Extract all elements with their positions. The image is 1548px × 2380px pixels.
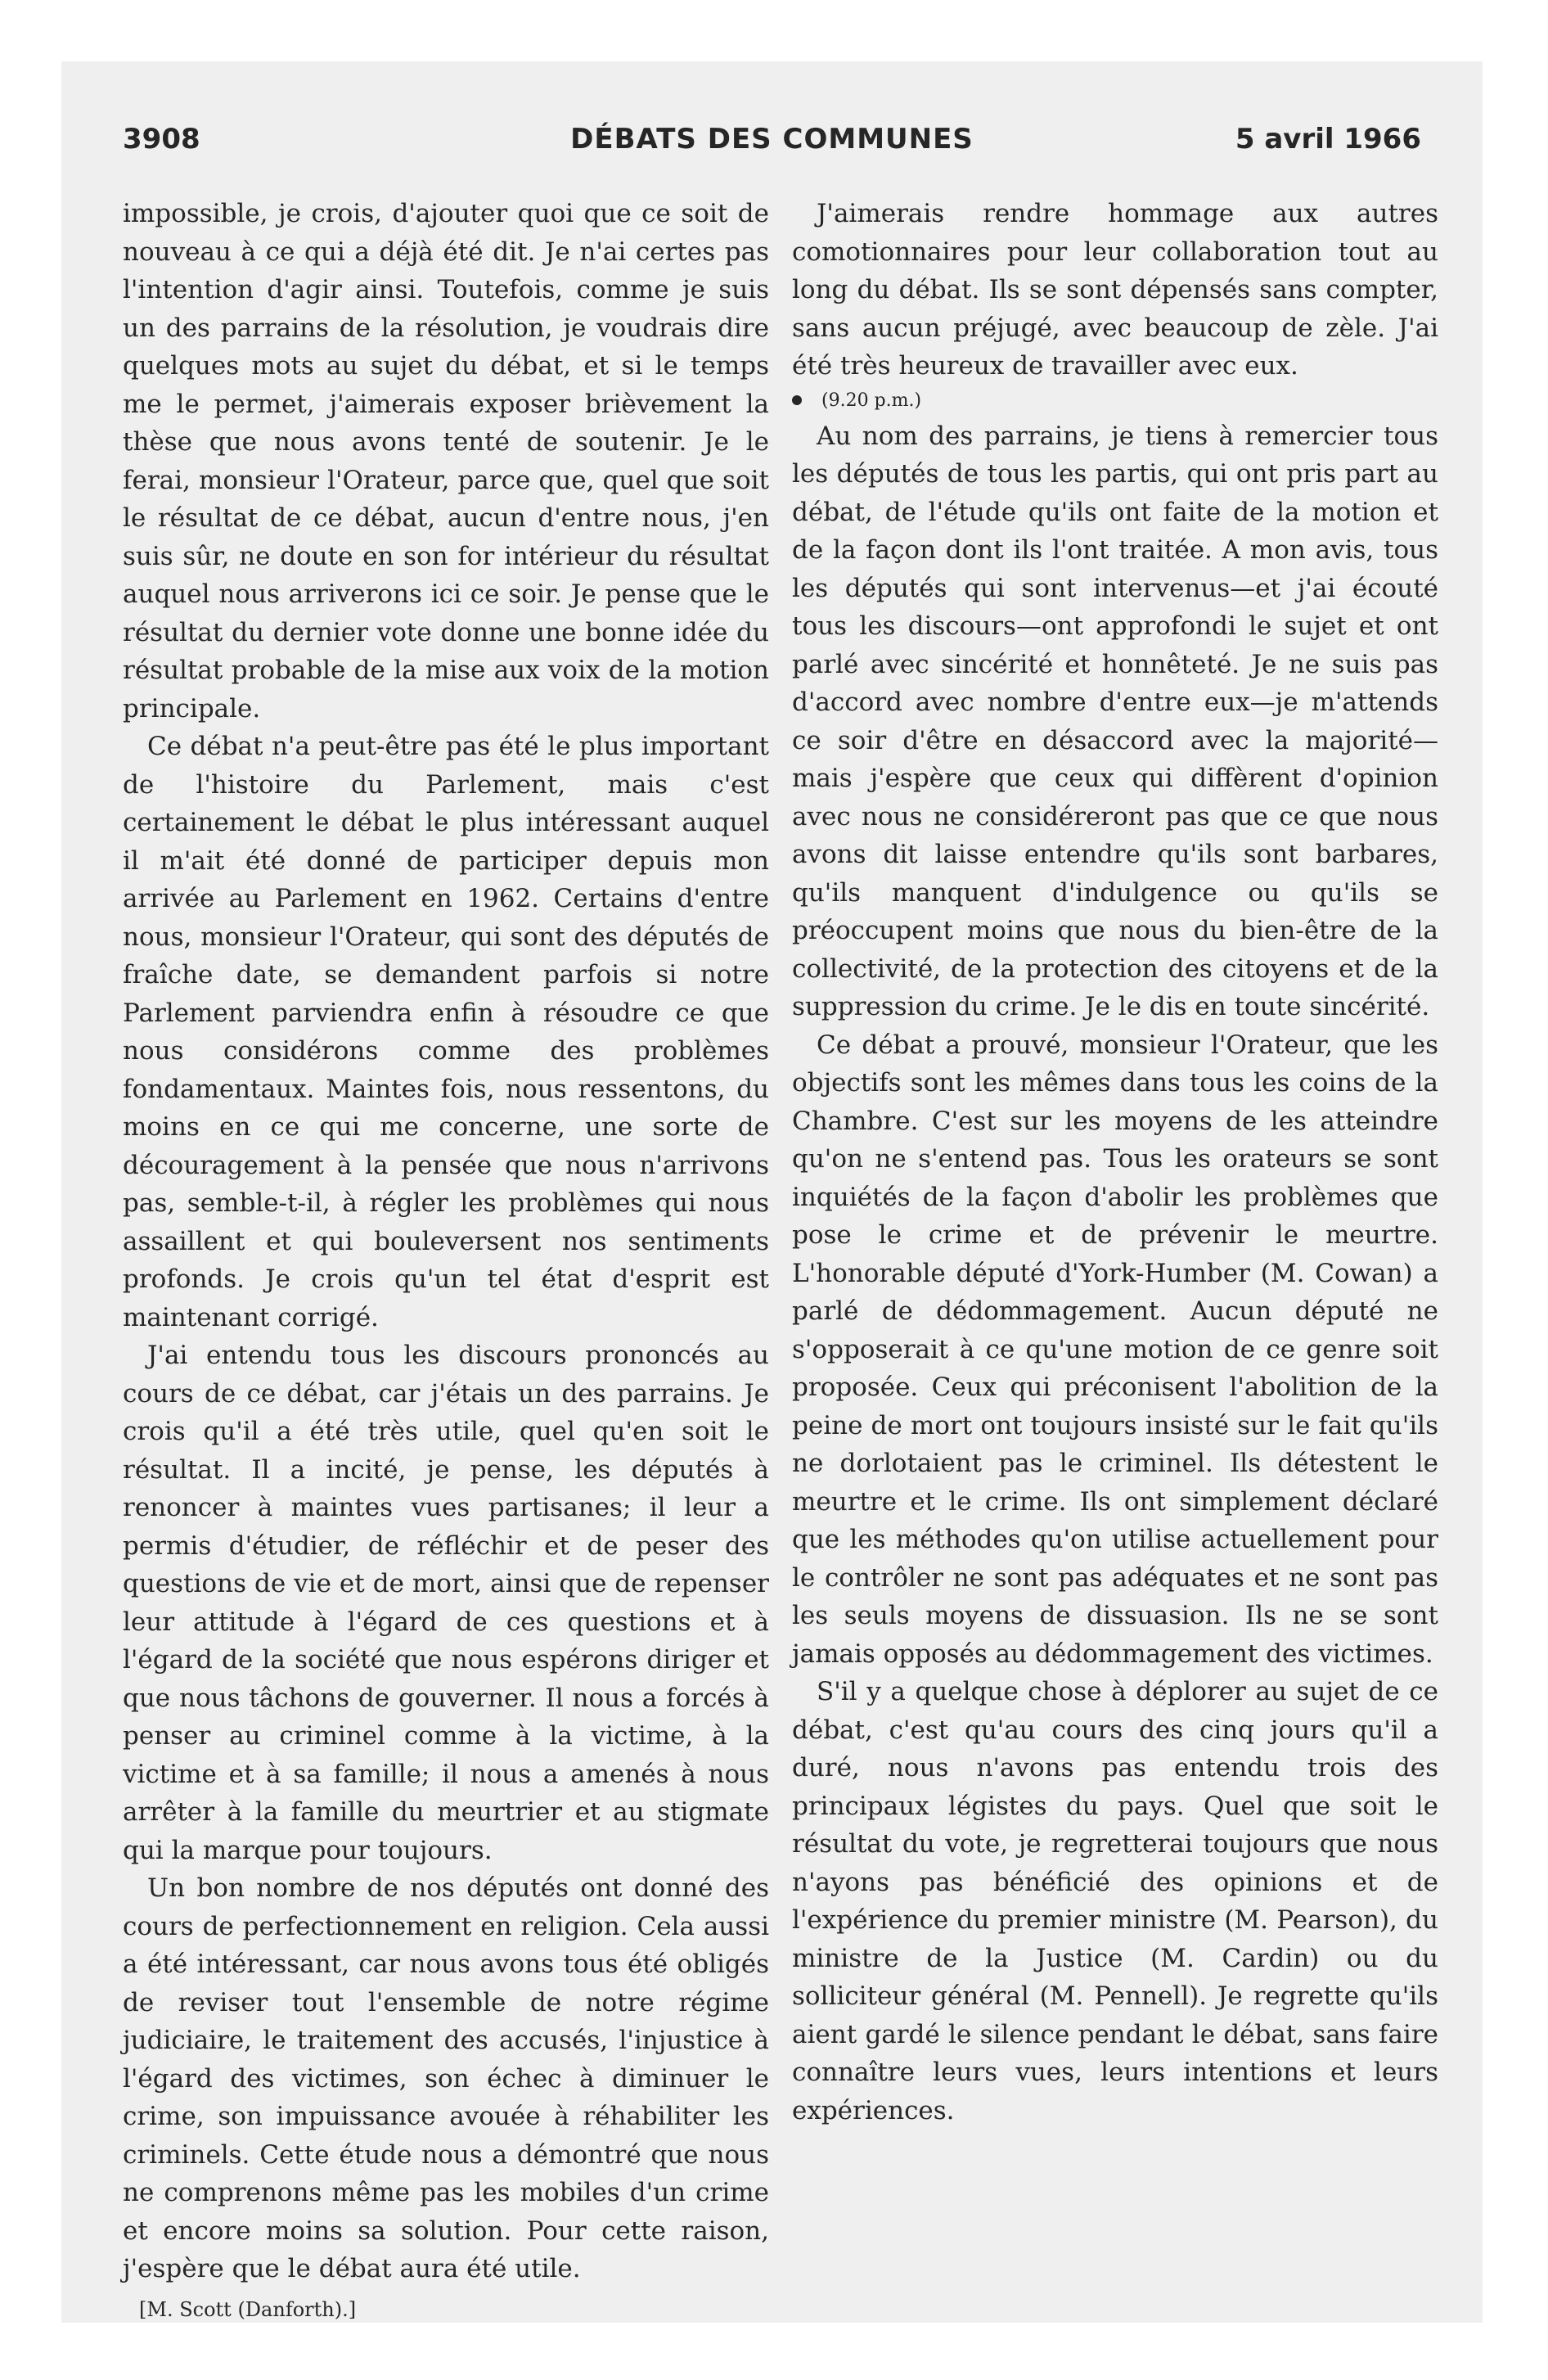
time-marker (792, 387, 1438, 414)
paragraph: Ce débat a prouvé, monsieur l'Orateur, que les objectifs sont les mêmes dans tous les coins de la Chambre. C'est sur les moyens de les atteindre qu'on ne s'entend pas. Tous les orateurs se sont inquiétés de la façon d'abolir les problèmes que pose le crime et de prévenir le meurtre. L'honorable député d'York-Humber (M. Cowan) a parlé de dédommagement. Aucun député ne s'opposerait à ce qu'une motion de ce genre soit proposée. Ceux qui préconisent l'abolition de la peine de mort ont toujours insisté sur le fait qu'ils ne dorlotaient pas le criminel. Ils détestent le meurtre et le crime. Ils ont simplement déclaré que les méthodes qu'on utilise actuellement pour le contrôler ne sont pas adéquates et ne sont pas les seuls moyens de dissuasion. Ils ne se sont jamais opposés au dédommagement des victimes. (792, 1030, 1438, 1669)
publication-title: DÉBATS DES COMMUNES (570, 123, 974, 156)
page-header (123, 123, 1421, 172)
speaker-attribution: [M. Scott (Danforth).] (139, 2297, 357, 2321)
time-marker-text: (9.20 p.m.) (821, 390, 922, 411)
paragraph: Un bon nombre de nos députés ont donné des cours de perfectionnement en religion. Cela aussi a été intéressant, car nous avons tous été obligés de reviser tout l'ensemble de notre régime judiciaire, le traitement des accusés, l'injustice à l'égard des victimes, son échec à diminuer le crime, son impuissance avouée à réhabiliter les criminels. Cette étude nous a démontré que nous ne comprenons même pas les mobiles d'un crime et encore moins sa solution. Pour cette raison, j'espère que le débat aura été utile. (123, 1873, 769, 2283)
right-column (792, 195, 1438, 2130)
paragraph: J'aimerais rendre hommage aux autres comotionnaires pour leur collaboration tout au long du débat. Ils se sont dépensés sans compter, sans aucun préjugé, avec beaucoup de zèle. J'ai été très heureux de travailler avec eux. (792, 199, 1438, 381)
paragraph: S'il y a quelque chose à déplorer au sujet de ce débat, c'est qu'au cours des cinq jours qu'il a duré, nous n'avons pas entendu trois des principaux légistes du pays. Quel que soit le résultat du vote, je regretterai toujours que nous n'ayons pas bénéficié des opinions et de l'expérience du premier ministre (M. Pearson), du ministre de la Justice (M. Cardin) ou du solliciteur général (M. Pennell). Je regrette qu'ils aient gardé le silence pendant le débat, sans faire connaître leurs vues, leurs intentions et leurs expériences. (792, 1677, 1438, 2125)
paragraph: J'ai entendu tous les discours prononcés au cours de ce débat, car j'étais un des parrains. Je crois qu'il a été très utile, quel qu'en soit le résultat. Il a incité, je pense, les députés à renoncer à maintes vues partisanes; il leur a permis d'étudier, de réfléchir et de peser des questions de vie et de mort, ainsi que de repenser leur attitude à l'égard de ces questions et à l'égard de la société que nous espérons diriger et que nous tâchons de gouverner. Il nous a forcés à penser au criminel comme à la victime, à la victime et à sa famille; il nous a amenés à nous arrêter à la famille du meurtrier et au stigmate qui la marque pour toujours. (123, 1341, 769, 1865)
page-number: 3908 (123, 123, 200, 156)
paragraph: impossible, je crois, d'ajouter quoi que ce soit de nouveau à ce qui a déjà été dit. Je n'ai certes pas l'intention d'agir ainsi. Toutefois, comme je suis un des parrains de la résolution, je voudrais dire quelques mots au sujet du débat, et si le temps me le permet, j'aimerais exposer brièvement la thèse que nous avons tenté de soutenir. Je le ferai, monsieur l'Orateur, parce que, quel que soit le résultat de ce débat, aucun d'entre nous, j'en suis sûr, ne doute en son for intérieur du résultat auquel nous arriverons ici ce soir. Je pense que le résultat du dernier vote donne une bonne idée du résultat probable de la mise aux voix de la motion principale. (123, 199, 769, 723)
paragraph: Au nom des parrains, je tiens à remercier tous les députés de tous les partis, qui ont pris part au débat, de l'étude qu'ils ont faite de la motion et de la façon dont ils l'ont traitée. A mon avis, tous les députés qui sont intervenus—et j'ai écouté tous les discours—ont approfondi le sujet et ont parlé avec sincérité et honnêteté. Je ne suis pas d'accord avec nombre d'entre eux—je m'attends ce soir d'être en désaccord avec la majorité—mais j'espère que ceux qui diffèrent d'opinion avec nous ne considéreront pas que ce que nous avons dit laisse entendre qu'ils sont barbares, qu'ils manquent d'indulgence ou qu'ils se préoccupent moins que nous du bien-être de la collectivité, de la protection des citoyens et de la suppression du crime. Je le dis en toute sincérité. (792, 421, 1438, 1021)
bullet-icon (792, 395, 802, 405)
left-column (123, 195, 769, 2324)
publication-date: 5 avril 1966 (1235, 123, 1421, 156)
paragraph: Ce débat n'a peut-être pas été le plus important de l'histoire du Parlement, mais c'est certainement le débat le plus intéressant auquel il m'ait été donné de participer depuis mon arrivée au Parlement en 1962. Certains d'entre nous, monsieur l'Orateur, qui sont des députés de fraîche date, se demandent parfois si notre Parlement parviendra enfin à résoudre ce que nous considérons comme des problèmes fondamentaux. Maintes fois, nous ressentons, du moins en ce qui me concerne, une sorte de découragement à la pensée que nous n'arrivons pas, semble-t-il, à régler les problèmes qui nous assaillent et qui bouleversent nos sentiments profonds. Je crois qu'un tel état d'esprit est maintenant corrigé. (123, 732, 769, 1332)
